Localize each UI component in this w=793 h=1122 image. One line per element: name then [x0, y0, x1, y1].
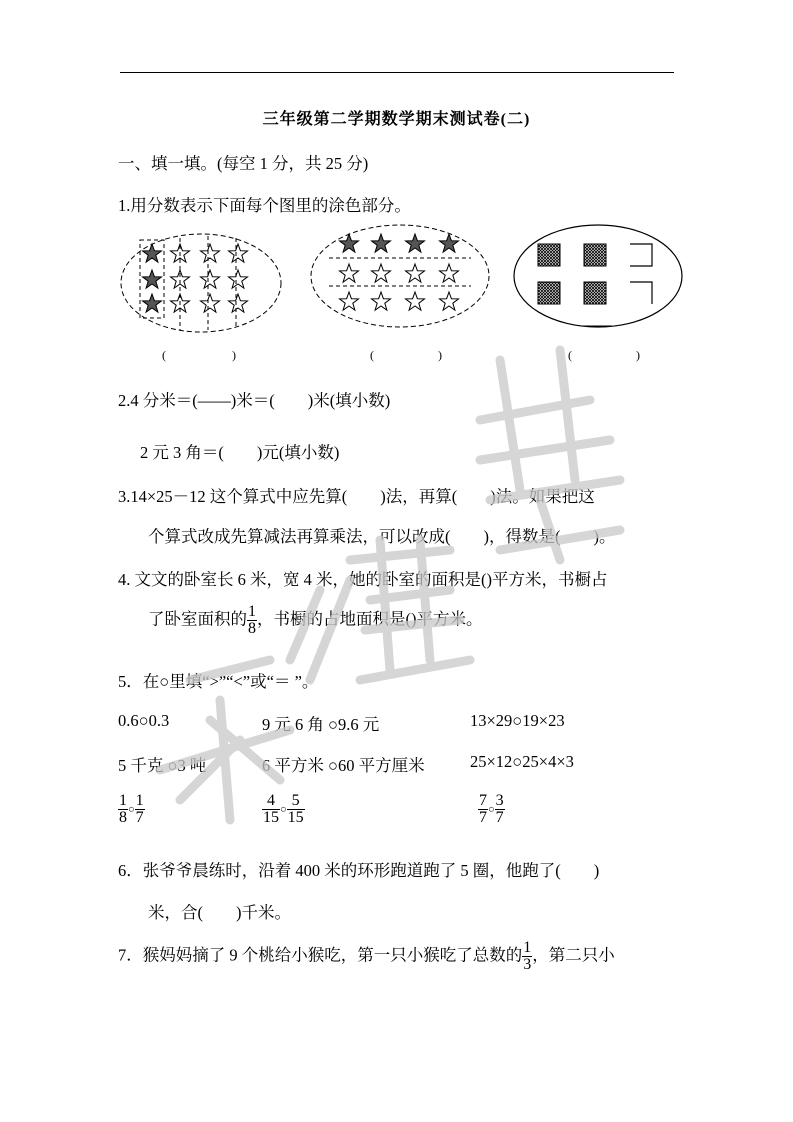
blank-3-close[interactable]: ): [636, 348, 640, 362]
question-6-line1: 6．张爷爷晨练时，沿着 400 米的环形跑道跑了 5 圈，他跑了( ): [118, 861, 600, 880]
fraction-denominator: 8: [248, 620, 256, 637]
compare-fraction-3: [478, 793, 505, 826]
blank-2-open[interactable]: (: [370, 348, 374, 362]
fraction-a: [478, 793, 488, 826]
question-4-line2: [148, 604, 483, 637]
blank-1-open[interactable]: (: [162, 348, 166, 362]
figure-stars-12: [120, 232, 282, 334]
fraction-one-third: [522, 940, 532, 973]
fraction-denominator: 7: [479, 809, 487, 826]
compare-circle[interactable]: ○: [488, 803, 495, 816]
fraction-numerator: 5: [287, 793, 305, 810]
compare-fraction-1: [118, 793, 145, 826]
question-3-line1: 3.14×25－12 这个算式中应先算( )法，再算( )法。如果把这: [118, 487, 595, 506]
fraction-denominator: 3: [523, 956, 532, 973]
figure-squares: [512, 222, 684, 330]
blank-2-close[interactable]: ): [438, 348, 442, 362]
question-1: 1.用分数表示下面每个图里的涂色部分。: [118, 196, 411, 215]
question-2-line1: 2.4 分米＝(——)米＝( )米(填小数): [118, 391, 391, 410]
question-4-text-a: 了卧室面积的: [148, 609, 247, 629]
compare-circle[interactable]: ○: [280, 803, 287, 816]
compare-3: 13×29○19×23: [470, 711, 565, 730]
fraction-numerator: 1: [119, 792, 127, 809]
compare-4: 5 千克 ○3 吨: [118, 756, 207, 775]
question-7-text-a: 7．猴妈妈摘了 9 个桃给小猴吃，第一只小猴吃了总数的: [118, 945, 523, 965]
figure-stars-rows: [309, 222, 491, 330]
blank-1-close[interactable]: ): [232, 348, 236, 362]
fraction-denominator: 7: [135, 809, 144, 826]
fraction-numerator: 1: [523, 939, 532, 956]
page-title: 三年级第二学期数学期末测试卷(二): [262, 111, 531, 128]
fraction-b: [135, 793, 145, 826]
compare-fraction-2: [262, 793, 305, 826]
section-heading: 一、填一填。(每空 1 分，共 25 分): [118, 154, 369, 173]
compare-6: 25×12○25×4×3: [470, 752, 574, 771]
question-7-text-b: ，第二只小: [532, 945, 615, 965]
question-4-text-b: ，书橱的占地面积是()平方米。: [257, 609, 483, 629]
compare-5: 6 平方米 ○60 平方厘米: [262, 756, 425, 775]
fraction-denominator: 8: [119, 809, 127, 826]
blank-3-open[interactable]: (: [568, 348, 572, 362]
question-3-line2: 个算式改成先算减法再算乘法，可以改成( )，得数是( )。: [148, 527, 616, 546]
fraction-numerator: 3: [495, 792, 504, 809]
fraction-a: [262, 793, 280, 826]
question-7-line1: [118, 940, 615, 973]
fraction-numerator: 1: [135, 792, 144, 809]
fraction-denominator: 15: [263, 809, 279, 826]
fraction-a: [118, 793, 128, 826]
fraction-denominator: 15: [287, 809, 304, 826]
question-6-line2: 米，合( )千米。: [148, 903, 291, 922]
header-rule: [120, 72, 674, 73]
compare-2: 9 元 6 角 ○9.6 元: [262, 715, 380, 734]
fraction-numerator: 1: [248, 603, 256, 620]
fraction-b: [287, 793, 305, 826]
question-2-line2: 2 元 3 角＝( )元(填小数): [140, 443, 340, 462]
question-4-line1: 4. 文文的卧室长 6 米，宽 4 米，她的卧室的面积是()平方米，书橱占: [118, 570, 608, 589]
fraction-denominator: 7: [495, 809, 504, 826]
compare-1: 0.6○0.3: [118, 711, 170, 730]
fraction-numerator: 7: [479, 792, 487, 809]
fraction-b: [495, 793, 505, 826]
fraction-numerator: 4: [262, 793, 280, 810]
question-5: 5．在○里填“>”“<”或“＝ ”。: [118, 672, 319, 691]
compare-circle[interactable]: ○: [128, 803, 135, 816]
fraction-one-eighth: [247, 604, 257, 637]
